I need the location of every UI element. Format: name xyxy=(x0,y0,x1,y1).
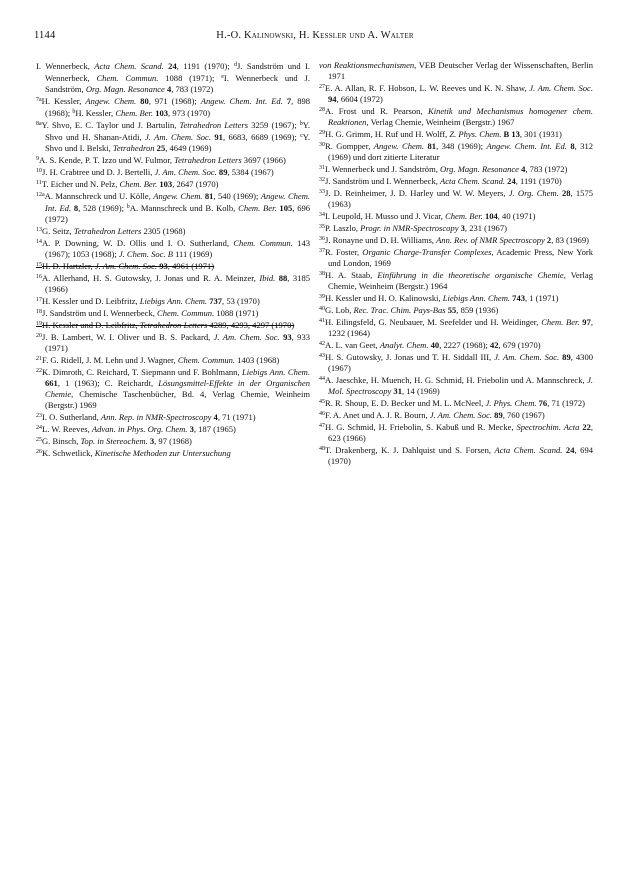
reference-entry xyxy=(36,354,310,366)
reference-entry xyxy=(36,178,310,190)
reference-number: 38 xyxy=(319,271,325,277)
citation-text: , 623 (1966) xyxy=(328,422,594,443)
citation-text: J. D. Reinheimer, J. D. Harley und W. W. Meyers, xyxy=(325,188,509,198)
sub-reference-marker: e xyxy=(221,74,224,80)
citation-text: I. Wennerbeck und J. Sandström, xyxy=(325,164,440,174)
reference-entry xyxy=(319,421,593,444)
citation-text: , 312 (1969) und dort zitierte Literatur xyxy=(328,141,594,162)
citation-text: R. Gompper, xyxy=(325,141,374,151)
citation-title: Ann. Rep. in NMR-Spectroscopy xyxy=(100,412,212,422)
reference-number: 26 xyxy=(36,449,42,455)
citation-title: Lösungsmittel-Effekte in der Organischen Chemie xyxy=(45,378,310,399)
sub-reference-marker: d xyxy=(233,62,237,68)
reference-number: 37 xyxy=(319,248,325,254)
citation-volume: 4 xyxy=(518,164,526,174)
citation-title: Chem. Ber. xyxy=(541,317,580,327)
reference-entry xyxy=(319,409,593,421)
reference-number: 9 xyxy=(36,156,39,162)
citation-volume: 94 xyxy=(328,94,337,104)
citation-text: H. A. Staab, xyxy=(325,270,378,280)
running-head: H.-O. Kalinowski, H. Kessler und A. Walter xyxy=(216,30,414,41)
citation-text: Y. Shvo und I. Belski, xyxy=(45,132,310,153)
reference-number: 44 xyxy=(319,376,325,382)
reference-entry xyxy=(36,307,310,319)
citation-volume: 88 xyxy=(275,273,288,283)
reference-number: 8a xyxy=(36,121,42,127)
citation-title: Progr. in NMR-Spectroscopy xyxy=(360,223,459,233)
reference-number: 33 xyxy=(319,189,325,195)
citation-text: , 231 (1967) xyxy=(464,223,507,233)
citation-title: Chem. Commun. xyxy=(233,238,293,248)
citation-title: Angew. Chem. Int. Ed. xyxy=(200,96,283,106)
reference-entry xyxy=(319,339,593,351)
citation-title: Acta Chem. Scand. xyxy=(94,61,164,71)
citation-volume: 40 xyxy=(428,340,440,350)
reference-entry xyxy=(319,246,593,269)
citation-text: I. O. Sutherland, xyxy=(42,412,101,422)
citation-title: J. Am. Chem. Soc. xyxy=(213,332,280,342)
citation-text: A. Allerhand, H. S. Gutowsky, J. Jonas und R. A. Meinzer, xyxy=(42,273,260,283)
citation-volume: B 13 xyxy=(501,129,520,139)
reference-number: 34 xyxy=(319,212,325,218)
reference-number: 21 xyxy=(36,356,42,362)
reference-entry xyxy=(36,423,310,435)
page-header xyxy=(34,30,596,46)
citation-volume: 3 xyxy=(458,223,465,233)
citation-volume: 25 xyxy=(154,143,166,153)
reference-entry xyxy=(319,105,593,128)
reference-number: 13 xyxy=(36,227,42,233)
citation-title: J. Am. Chem. Soc. xyxy=(494,352,560,362)
citation-text: , 1191 (1970); xyxy=(176,61,234,71)
reference-number: 7a xyxy=(36,97,42,103)
citation-title: J. Am. Chem. Soc. xyxy=(144,132,211,142)
citation-text: R. Foster, xyxy=(325,247,363,257)
reference-entry xyxy=(319,269,593,292)
reference-entry xyxy=(319,60,593,82)
citation-text: H. G. Grimm, H. Ruf und H. Wolff, xyxy=(325,129,450,139)
reference-number: 41 xyxy=(319,318,325,324)
citation-volume: 42 xyxy=(490,340,499,350)
citation-text: 143 (1967); 1053 (1968); xyxy=(45,238,310,259)
citation-volume: 91 xyxy=(211,132,223,142)
reference-entry xyxy=(319,234,593,246)
sub-reference-marker: c xyxy=(300,133,303,139)
citation-volume: 743 xyxy=(510,293,525,303)
citation-text: , 97 (1968) xyxy=(154,436,192,446)
citation-text: , 1232 (1964) xyxy=(328,317,593,338)
citation-text: , 1 (1971) xyxy=(525,293,559,303)
citation-text: , 5384 (1967) xyxy=(227,167,274,177)
citation-text: F. A. Anet und A. J. R. Bourn, xyxy=(325,410,430,420)
citation-volume: 81 xyxy=(202,191,214,201)
reference-number: 31 xyxy=(319,165,325,171)
citation-text: , 540 (1969); xyxy=(213,191,261,201)
citation-title: Advan. in Phys. Org. Chem. xyxy=(91,424,188,434)
citation-volume: 7 xyxy=(282,96,292,106)
reference-number: 10 xyxy=(36,168,42,174)
citation-title: Chem. Ber. xyxy=(238,203,277,213)
citation-text: , 783 (1972) xyxy=(171,84,214,94)
reference-number: 42 xyxy=(319,341,325,347)
reference-entry xyxy=(319,304,593,316)
citation-volume: 22 xyxy=(579,422,591,432)
citation-title: Org. Magn. Resonance xyxy=(85,84,165,94)
reference-number: 23 xyxy=(36,413,42,419)
citation-text: J. H. Crabtree und D. J. Bertelli, xyxy=(42,167,155,177)
reference-entry xyxy=(319,374,593,397)
citation-text: F. G. Ridell, J. M. Lehn und J. Wagner, xyxy=(42,355,178,365)
citation-text: J. Sandström und I. Wennerbeck, xyxy=(325,176,440,186)
reference-entry xyxy=(36,319,310,331)
reference-entry xyxy=(319,187,593,210)
citation-volume: 103 xyxy=(153,108,169,118)
citation-title: Chem. Ber. xyxy=(119,179,158,189)
reference-number: 16 xyxy=(36,274,42,280)
reference-number: 14 xyxy=(36,239,42,245)
citation-text: , 2647 (1970) xyxy=(172,179,219,189)
reference-number: 29 xyxy=(319,130,325,136)
citation-text: A. Mannschreck und U. Kölle, xyxy=(44,191,154,201)
citation-title: Ann. Rev. of NMR Spectroscopy xyxy=(436,235,545,245)
citation-title: J. Org. Chem. xyxy=(508,188,559,198)
citation-volume: 89 xyxy=(492,410,503,420)
citation-title: Angew. Chem. Int. Ed. xyxy=(486,141,567,151)
citation-volume: 81 xyxy=(424,141,437,151)
citation-text: , 783 (1972) xyxy=(525,164,568,174)
citation-volume: 89 xyxy=(559,352,571,362)
reference-entry xyxy=(36,119,310,154)
citation-title: Spectrochim. Acta xyxy=(516,422,580,432)
citation-title: Organic Charge-Transfer Complexes xyxy=(362,247,492,257)
citation-text: , 4300 (1967) xyxy=(328,352,593,373)
citation-text: , 6604 (1972) xyxy=(336,94,383,104)
reference-number: 35 xyxy=(319,224,325,230)
citation-text: , Verlag Chemie, Weinheim (Bergstr.) 1964 xyxy=(328,270,593,291)
citation-volume: 103 xyxy=(157,179,173,189)
citation-volume: 80 xyxy=(136,96,149,106)
citation-volume: 3 xyxy=(187,424,194,434)
citation-text: A. Frost und R. Pearson, xyxy=(325,106,429,116)
citation-text: L. W. Reeves, xyxy=(42,424,92,434)
citation-text: , 1191 (1970) xyxy=(515,176,562,186)
citation-text: P. Laszlo, xyxy=(325,223,361,233)
citation-volume: 4 xyxy=(164,84,172,94)
citation-title: Tetrahedron Letters xyxy=(139,320,208,330)
citation-text: H. Kessler und D. Leibfritz, xyxy=(42,296,140,306)
reference-number: 17 xyxy=(36,297,42,303)
reference-entry xyxy=(36,411,310,423)
reference-number: 12a xyxy=(36,192,45,198)
citation-title: J. Am. Chem. Soc. xyxy=(529,83,593,93)
citation-text: , Chemische Taschenbücher, Bd. 4, Verlag Chemie, Weinheim (Bergstr.) 1969 xyxy=(45,389,310,410)
citation-title: Liebigs Ann. Chem. xyxy=(242,367,310,377)
reference-entry xyxy=(36,60,310,95)
citation-title: Angew. Chem. xyxy=(373,141,425,151)
reference-number: 36 xyxy=(319,236,325,242)
reference-entry xyxy=(36,447,310,459)
citation-volume: 8 xyxy=(71,203,79,213)
citation-text: A. S. Kende, P. T. Izzo und W. Fulmor, xyxy=(39,155,175,165)
reference-number: 24 xyxy=(36,425,42,431)
reference-entry xyxy=(36,435,310,447)
reference-number: 18 xyxy=(36,309,42,315)
citation-text: J. Ronayne und D. H. Williams, xyxy=(325,235,437,245)
citation-title: Kinetische Methoden zur Untersuchung xyxy=(94,448,231,458)
reference-number: 43 xyxy=(319,353,325,359)
reference-number: 28 xyxy=(319,107,325,113)
citation-title: Chem. Ber. xyxy=(445,211,483,221)
citation-title: J. Am. Chem. Soc. xyxy=(154,167,217,177)
reference-entry xyxy=(36,331,310,354)
citation-text: , 71 (1972) xyxy=(547,398,585,408)
citation-text: , 696 (1972) xyxy=(45,203,311,224)
citation-text: H. D. Hartzler, xyxy=(42,261,95,271)
citation-title: Chem. Commun. xyxy=(96,73,159,83)
citation-title: J. Am. Chem. Soc. xyxy=(429,410,493,420)
reference-entry xyxy=(319,163,593,175)
citation-text: Y. Shvo, E. C. Taylor und J. Bartulin, xyxy=(41,120,180,130)
citation-title: Chem. Ber. xyxy=(115,108,154,118)
citation-title: Kinetik und Mechanismus homogener chem. Reaktionen xyxy=(328,106,593,127)
citation-text: , 2227 (1968); xyxy=(439,340,490,350)
citation-text: K. Schwetlick, xyxy=(42,448,95,458)
reference-entry xyxy=(36,260,310,272)
citation-volume: 4 xyxy=(211,412,218,422)
citation-text: , 14 (1969) xyxy=(401,386,440,396)
reference-number: 40 xyxy=(319,306,325,312)
reference-entry xyxy=(319,351,593,374)
reference-entry xyxy=(36,154,310,166)
citation-text: , 528 (1969); xyxy=(78,203,127,213)
reference-number: 25 xyxy=(36,437,42,443)
reference-number: 11 xyxy=(36,180,42,186)
citation-text: , Verlag Chemie, Weinheim (Bergstr.) 1967 xyxy=(366,117,515,127)
citation-title: Acta Chem. Scand. xyxy=(440,176,506,186)
citation-text: , 4961 (1971) xyxy=(167,261,215,271)
citation-text: , 933 (1971) xyxy=(45,332,310,353)
citation-volume: 76 xyxy=(536,398,548,408)
reference-column-right xyxy=(319,60,593,467)
citation-title: Chem. Commun. xyxy=(177,355,236,365)
citation-text: H. S. Gutowsky, J. Jonas und T. H. Siddall III, xyxy=(325,352,495,362)
citation-title: Einführung in die theoretische organische Chemie xyxy=(377,270,564,280)
citation-title: Chem. Commun. xyxy=(157,308,215,318)
citation-text: 2305 (1968) xyxy=(141,226,186,236)
citation-title: Org. Magn. Resonance xyxy=(440,164,519,174)
citation-title: Rec. Trac. Chim. Pays-Bas xyxy=(353,305,446,315)
citation-text: A. Jaeschke, H. Muench, H. G. Schmid, H. Friebolin und A. Mannschreck, xyxy=(325,375,588,385)
reference-entry xyxy=(319,210,593,222)
sub-reference-marker: b xyxy=(72,109,76,115)
reference-entry xyxy=(319,140,593,163)
citation-volume: 8 xyxy=(566,141,575,151)
reference-entry xyxy=(319,128,593,140)
citation-text: , 4649 (1969) xyxy=(165,143,212,153)
citation-text: , 694 (1970) xyxy=(328,445,593,466)
citation-text: , 53 (1970) xyxy=(222,296,260,306)
citation-title: Angew. Chem. xyxy=(153,191,203,201)
citation-text: G. Binsch, xyxy=(42,436,81,446)
citation-text: , 3185 (1966) xyxy=(45,273,310,294)
reference-entry xyxy=(319,222,593,234)
citation-volume: 55 xyxy=(445,305,457,315)
citation-text: , 83 (1969) xyxy=(551,235,589,245)
citation-volume: 3 xyxy=(147,436,155,446)
citation-text: A. P. Downing, W. D. Ollis und I. O. Sutherland, xyxy=(42,238,234,248)
citation-volume: 2 xyxy=(544,235,552,245)
reference-entry xyxy=(36,166,310,178)
citation-text: H. Eilingsfeld, G. Neubauer, M. Seefelder und H. Weidinger, xyxy=(325,317,542,327)
citation-title: Acta Chem. Scand. xyxy=(494,445,563,455)
reference-number: 20 xyxy=(36,333,42,339)
page-number: 1144 xyxy=(34,30,56,41)
reference-entry xyxy=(36,190,310,225)
reference-number: 46 xyxy=(319,411,325,417)
reference-entry xyxy=(319,444,593,467)
reference-entry xyxy=(36,295,310,307)
citation-text: 1403 (1968) xyxy=(235,355,280,365)
citation-text: G. Lob, xyxy=(325,305,354,315)
reference-entry xyxy=(319,316,593,339)
citation-volume: 737 xyxy=(207,296,223,306)
citation-text: A. Mannschreck und B. Kolb, xyxy=(129,203,239,213)
citation-text: H. Kessler, xyxy=(41,96,86,106)
citation-volume: 104 xyxy=(482,211,498,221)
citation-title: von Reaktionsmechanismen xyxy=(319,60,415,70)
sub-reference-marker: b xyxy=(299,121,303,127)
citation-title: Angew. Chem. xyxy=(85,96,137,106)
reference-number: 48 xyxy=(319,446,325,452)
citation-text: , 1575 (1963) xyxy=(328,188,593,209)
citation-volume: 105 xyxy=(276,203,293,213)
citation-text: , 40 (1971) xyxy=(497,211,536,221)
reference-number: 32 xyxy=(319,177,325,183)
citation-title: Angew. Chem. Int. Ed. xyxy=(45,191,311,213)
citation-text: 3259 (1967); xyxy=(248,120,300,130)
citation-title: Z. Phys. Chem. xyxy=(449,129,502,139)
reference-number: 45 xyxy=(319,399,325,405)
reference-entry xyxy=(319,292,593,304)
citation-text: I. Wennerbeck und J. Sandström, xyxy=(45,73,310,94)
citation-text: 1088 (1971); xyxy=(158,73,222,83)
citation-text: , 760 (1967) xyxy=(502,410,545,420)
citation-text: 1088 (1971) xyxy=(214,308,259,318)
citation-volume: 89 xyxy=(216,167,228,177)
citation-text: K. Dimroth, C. Reichard, T. Siepmann und F. Bohlmann, xyxy=(42,367,243,377)
citation-title: J. Phys. Chem. xyxy=(485,398,537,408)
citation-text: , 6683, 6689 (1969); xyxy=(222,132,301,142)
citation-text: Y. Shvo und H. Shanan-Atidi, xyxy=(45,120,311,142)
citation-text: 111 (1969) xyxy=(172,249,213,259)
citation-volume: 28 xyxy=(558,188,571,198)
citation-text: J. Sandström und I. Wennerbeck, xyxy=(45,61,310,83)
citation-title: Tetrahedron Letters xyxy=(73,226,142,236)
citation-title: Tetrahedron Letters xyxy=(174,155,242,165)
citation-title: Liebigs Ann. Chem. xyxy=(442,293,511,303)
reference-column-left xyxy=(36,60,310,459)
citation-text: , 971 (1968); xyxy=(148,96,201,106)
citation-title: J. Chem. Soc. B xyxy=(118,249,173,259)
citation-text: , VEB Deutscher Verlag der Wissenschaften, Berlin 1971 xyxy=(328,60,593,81)
citation-volume: 661 xyxy=(45,378,58,388)
reference-entry xyxy=(36,272,310,295)
reference-number: 15 xyxy=(36,262,42,268)
citation-text: 4289, 4293, 4297 (1970) xyxy=(207,320,295,330)
reference-entry xyxy=(319,82,593,105)
citation-text: T. Drakenberg, K. J. Dahlquist und S. Forsen, xyxy=(325,445,495,455)
citation-text: , 301 (1931) xyxy=(519,129,562,139)
citation-text: G. Seitz, xyxy=(42,226,74,236)
citation-volume: 97 xyxy=(579,317,591,327)
citation-text: E. A. Allan, R. F. Hobson, L. W. Reeves und K. N. Shaw, xyxy=(325,83,530,93)
citation-volume: 93 xyxy=(157,261,168,271)
citation-text: , 71 (1971) xyxy=(217,412,256,422)
citation-text: H. G. Schmid, H. Friebolin, S. Kabuß und R. Mecke, xyxy=(325,422,517,432)
reference-entry xyxy=(319,175,593,187)
citation-volume: 93 xyxy=(279,332,292,342)
citation-text: A. L. van Geet, xyxy=(325,340,380,350)
reference-number: 30 xyxy=(319,142,325,148)
citation-title: Tetrahedron xyxy=(112,143,155,153)
sub-reference-marker: b xyxy=(126,204,130,210)
citation-title: Liebigs Ann. Chem. xyxy=(139,296,208,306)
reference-entry xyxy=(36,237,310,260)
citation-volume: 24 xyxy=(505,176,516,186)
citation-text: T. Eicher und N. Pelz, xyxy=(41,179,120,189)
citation-text: , 187 (1965) xyxy=(193,424,236,434)
reference-entry xyxy=(319,397,593,409)
citation-text: H. Kessler und D. Leibfritz, xyxy=(42,320,140,330)
citation-text: J. B. Lambert, W. I. Oliver und B. S. Packard, xyxy=(42,332,214,342)
citation-title: Tetrahedron Letters xyxy=(179,120,249,130)
reference-number: 39 xyxy=(319,294,325,300)
citation-title: Top. in Stereochem. xyxy=(80,436,148,446)
citation-volume: 24 xyxy=(562,445,575,455)
citation-text: H. Kessler und H. O. Kalinowski, xyxy=(325,293,443,303)
citation-text: , 859 (1936) xyxy=(456,305,499,315)
citation-text: I. Leupold, H. Musso und J. Vicar, xyxy=(325,211,446,221)
citation-text: , 1 (1963); C. Reichardt, xyxy=(57,378,159,388)
citation-text: , 348 (1969); xyxy=(436,141,487,151)
citation-title: J. Mol. Spectroscopy xyxy=(328,375,593,396)
reference-number: 27 xyxy=(319,84,325,90)
reference-number: 19 xyxy=(36,321,42,327)
citation-text: H. Kessler, xyxy=(75,108,116,118)
citation-text: J. Sandström und I. Wennerbeck, xyxy=(42,308,157,318)
citation-title: Ibid. xyxy=(259,273,276,283)
reference-entry xyxy=(36,225,310,237)
reference-entry xyxy=(36,95,310,119)
citation-text: , Academic Press, New York und London, 1969 xyxy=(328,247,593,268)
citation-volume: 31 xyxy=(391,386,402,396)
citation-text: R. R. Shoup, E. D. Becker und M. L. McNeel, xyxy=(325,398,486,408)
citation-volume: 24 xyxy=(163,61,177,71)
reference-number: 22 xyxy=(36,368,42,374)
citation-text: I. Wennerbeck, xyxy=(36,61,95,71)
citation-text: , 898 (1968); xyxy=(45,96,311,118)
citation-text: , 679 (1970) xyxy=(498,340,541,350)
reference-number: 47 xyxy=(319,423,325,429)
citation-text: 3697 (1966) xyxy=(241,155,286,165)
reference-entry xyxy=(36,366,310,411)
citation-title: J. Am. Chem. Soc. xyxy=(94,261,158,271)
citation-title: Analyt. Chem. xyxy=(379,340,429,350)
citation-text: , 973 (1970) xyxy=(168,108,211,118)
